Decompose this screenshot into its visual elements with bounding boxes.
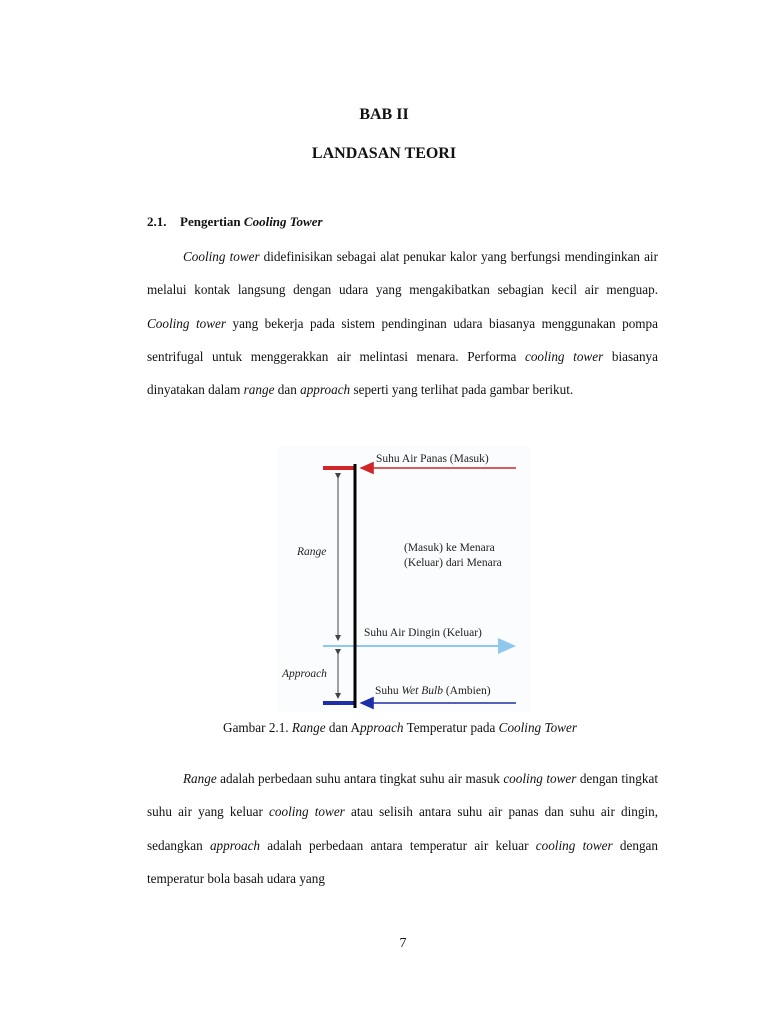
wet-bulb-italic: Wet Bulb	[401, 685, 443, 697]
tower-label-line1: (Masuk) ke Menara	[404, 542, 495, 554]
paragraph1-run: biasanya dinyatakan dalam	[147, 348, 658, 398]
range-approach-figure	[277, 446, 531, 712]
range-label: Range	[297, 546, 327, 558]
paragraph1-run: approach	[300, 382, 351, 398]
caption-run: Cooling Tower	[498, 720, 577, 735]
wet-bulb-prefix: Suhu	[375, 685, 402, 697]
paragraph2-run: adalah perbedaan suhu antara tingkat suhu air masuk	[216, 771, 504, 786]
section-heading	[147, 214, 323, 230]
paragraph2-run: cooling tower	[503, 771, 577, 786]
paragraph1-run: Cooling tower	[183, 249, 260, 264]
paragraph1-run: didefinisikan sebagai alat penukar kalor yang berfungsi mendinginkan air melalui kontak langsung dengan udara yang mengakibatkan sebagian kecil air menguap.	[147, 249, 658, 298]
paragraph2-run: dengan tingkat suhu air yang keluar	[147, 771, 658, 820]
paragraph1-run: dan	[274, 382, 301, 398]
caption-run: pproach	[360, 720, 404, 735]
paragraph1-run: seperti yang terlihat pada gambar berikut.	[350, 382, 574, 398]
section-number: 2.1.	[147, 214, 167, 229]
wet-bulb-label	[375, 685, 491, 697]
page-number: 7	[399, 936, 407, 951]
paragraph2-run: adalah perbedaan antara temperatur air keluar	[260, 837, 536, 853]
paragraph2-run: cooling tower	[269, 804, 345, 820]
hot-water-label: Suhu Air Panas (Masuk)	[376, 453, 489, 465]
paragraph2-run: approach	[209, 837, 261, 853]
caption-run: Range	[291, 720, 326, 735]
paragraph2-run: cooling tower	[535, 837, 613, 853]
cold-water-label: Suhu Air Dingin (Keluar)	[364, 627, 482, 639]
paragraph2-run: dengan temperatur bola basah udara yang	[147, 837, 658, 886]
paragraph2-run: atau selisih antara suhu air panas dan suhu air dingin, sedangkan	[147, 804, 658, 853]
paragraph1-run: yang bekerja pada sistem pendinginan udara biasanya menggunakan pompa sentrifugal untuk menggerakkan air melintasi menara. Performa	[147, 315, 659, 364]
wet-bulb-suffix: (Ambien)	[442, 685, 491, 697]
section-title-italic: Cooling Tower	[243, 214, 323, 229]
paragraph1-run: cooling tower	[524, 348, 604, 364]
caption-run: Gambar 2.1.	[223, 720, 292, 735]
tower-label-line2: (Keluar) dari Menara	[404, 557, 502, 569]
paragraph-range-approach	[147, 762, 658, 895]
approach-label: Approach	[282, 668, 327, 680]
paragraph1-run: Cooling tower	[147, 315, 227, 331]
paragraph2-run: Range	[183, 771, 217, 786]
paragraph-definition	[147, 240, 658, 406]
section-title-plain: Pengertian	[180, 214, 244, 229]
figure-caption	[0, 720, 768, 736]
caption-run: dan A	[325, 720, 361, 735]
chapter-title: LANDASAN TEORI	[311, 145, 457, 162]
chapter-label: BAB II	[359, 106, 409, 123]
caption-run: Temperatur pada	[403, 720, 499, 735]
paragraph1-run: range	[243, 382, 275, 398]
